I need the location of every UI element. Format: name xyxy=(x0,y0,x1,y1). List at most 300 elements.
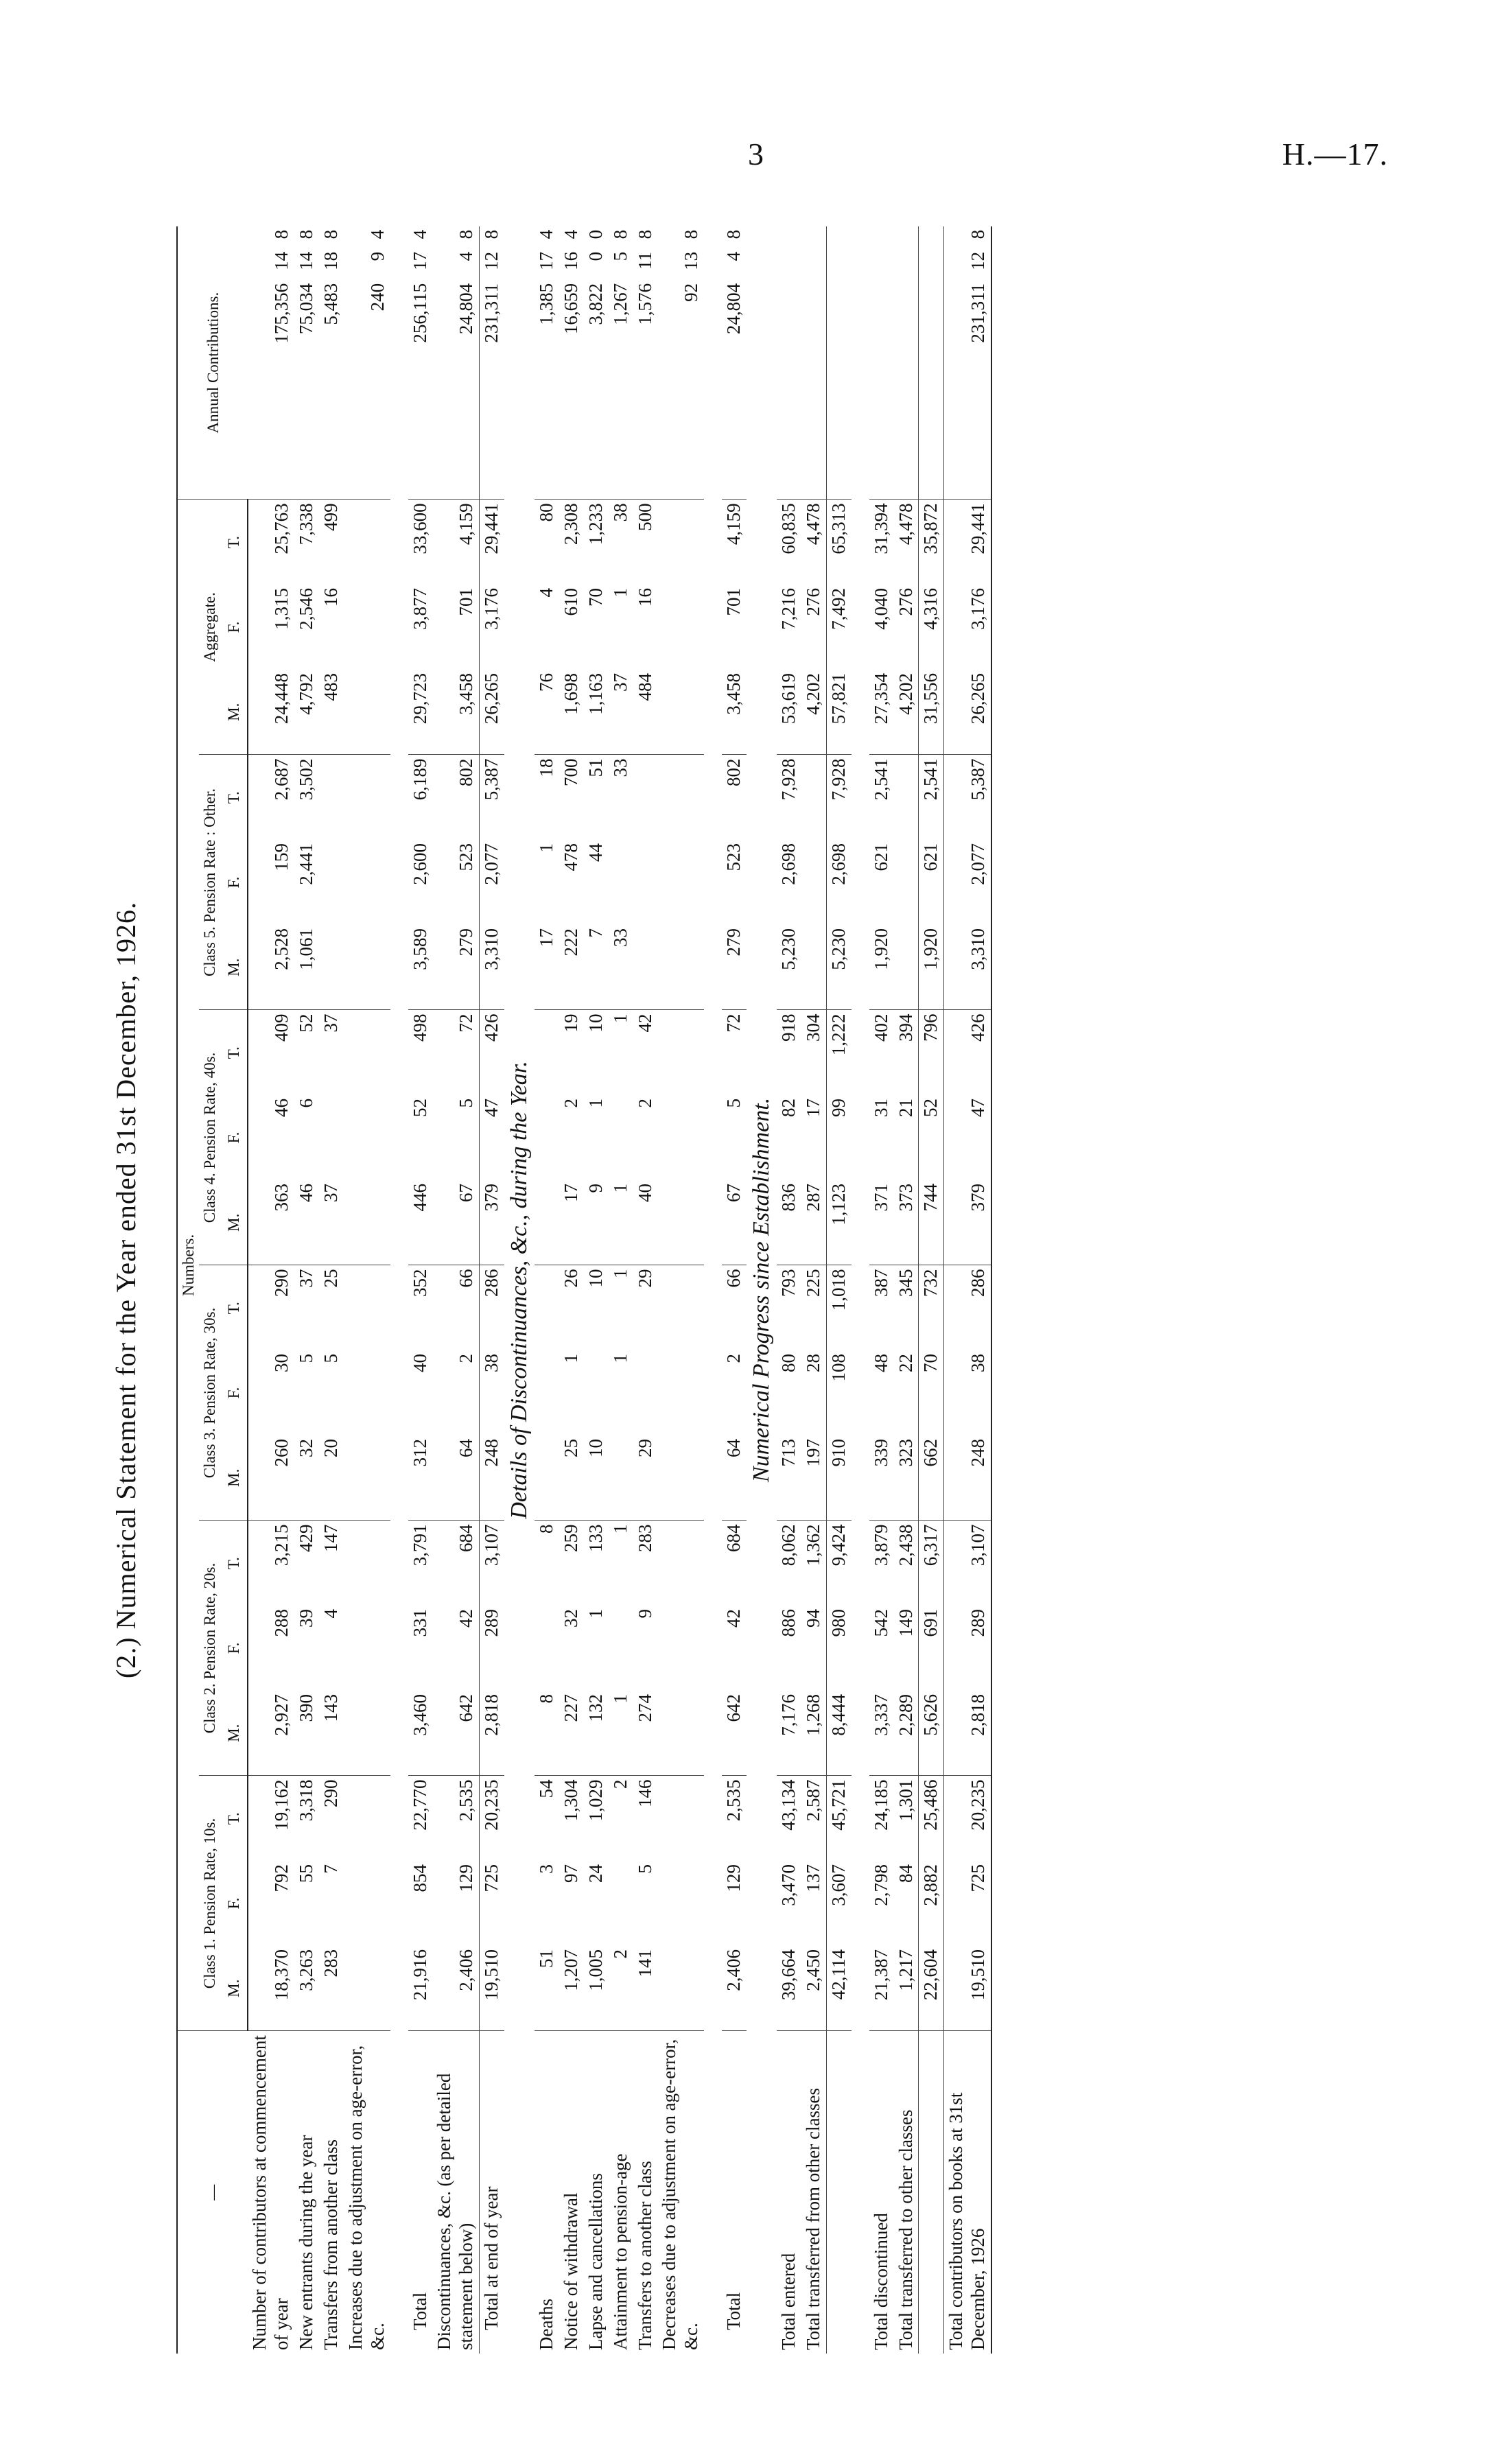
table-cell: 52 xyxy=(296,1013,317,1033)
table-cell: 25,763 xyxy=(271,503,292,554)
table-cell xyxy=(344,1606,390,1691)
table-cell: 339 xyxy=(869,1435,894,1521)
table-row xyxy=(432,226,479,2354)
contribution-pounds: 24,804 xyxy=(723,283,744,335)
table-cell: 260 xyxy=(248,1435,294,1521)
table-cell: 1 xyxy=(609,1524,631,1534)
table-cell: 39 xyxy=(296,1609,317,1628)
contribution-pence: 4 xyxy=(366,229,388,239)
table-cell: 286 xyxy=(480,1265,504,1350)
table-cell: 3,318 xyxy=(296,1779,317,1822)
table-cell: 500 xyxy=(634,503,655,531)
table-cell: 18 xyxy=(536,758,557,777)
row-label: Total xyxy=(723,2292,744,2330)
contribution-shillings: 4 xyxy=(456,251,477,261)
table-cell: 2,406 xyxy=(432,1946,479,2031)
contribution-cell xyxy=(344,226,390,500)
class-header: Class 4. Pension Rate, 40s. xyxy=(199,1010,220,1265)
sex-header: M. xyxy=(220,925,248,1010)
table-cell: 700 xyxy=(560,758,581,786)
table-cell xyxy=(633,840,658,925)
table-cell: 1 xyxy=(609,1354,631,1363)
table-cell: 387 xyxy=(870,1269,891,1297)
sex-header: F. xyxy=(220,1606,248,1691)
table-cell: 76 xyxy=(535,670,559,755)
contribution-shillings: 18 xyxy=(320,251,341,270)
numerical-statement-table xyxy=(176,226,992,2354)
row-label xyxy=(919,2031,944,2354)
table-cell: 2,798 xyxy=(870,1864,891,1906)
table-cell xyxy=(344,1010,390,1095)
sex-header: T. xyxy=(220,1010,248,1095)
table-cell: 498 xyxy=(409,1013,430,1042)
table-cell: 16 xyxy=(320,588,341,607)
contribution-cell xyxy=(408,226,433,500)
contribution-pence: 8 xyxy=(967,229,989,239)
table-cell: 64 xyxy=(432,1435,479,1521)
table-cell xyxy=(609,1861,633,1946)
table-cell: 248 xyxy=(944,1435,991,1521)
table-cell: 222 xyxy=(559,925,584,1010)
table-cell xyxy=(535,1606,559,1691)
table-row xyxy=(869,226,894,2354)
table-cell: 7,928 xyxy=(826,755,851,840)
table-cell: 32 xyxy=(294,1435,319,1521)
table-cell: 542 xyxy=(870,1609,891,1637)
table-cell xyxy=(657,670,704,755)
contribution-pence: 8 xyxy=(320,229,341,239)
contribution-pounds: 175,356 xyxy=(271,283,292,344)
contribution-shillings: 12 xyxy=(967,251,989,270)
table-cell: 2,450 xyxy=(801,1946,826,2031)
contribution-pounds: 256,115 xyxy=(409,283,430,343)
contribution-pounds: 92 xyxy=(681,283,702,302)
table-cell: 610 xyxy=(560,588,581,616)
spacer-cell xyxy=(704,226,722,2354)
table-cell: 802 xyxy=(723,758,744,786)
table-cell: 21 xyxy=(895,1099,916,1117)
sex-header: T. xyxy=(220,1776,248,1861)
table-cell: 7,338 xyxy=(296,503,317,545)
table-row xyxy=(919,226,944,2354)
table-cell: 446 xyxy=(408,1180,433,1265)
table-cell: 65,313 xyxy=(826,500,851,585)
table-cell xyxy=(535,1180,559,1265)
spacer-cell xyxy=(390,226,408,2354)
table-cell: 146 xyxy=(634,1779,655,1807)
contribution-shillings: 17 xyxy=(536,251,557,270)
table-cell: 642 xyxy=(432,1691,479,1776)
contribution-cell xyxy=(633,226,658,500)
table-cell: 9 xyxy=(584,1180,609,1265)
table-cell: 1,018 xyxy=(826,1265,851,1350)
row-label: Attainment to pension-age xyxy=(609,2153,631,2350)
contribution-pounds: 1,576 xyxy=(634,283,655,325)
contribution-shillings: 11 xyxy=(634,251,655,270)
table-cell: 3,310 xyxy=(480,925,504,1010)
table-cell: 287 xyxy=(801,1180,826,1265)
table-cell: 363 xyxy=(248,1180,294,1265)
table-cell xyxy=(657,1776,704,1861)
table-cell: 133 xyxy=(585,1524,606,1552)
table-cell xyxy=(657,1691,704,1776)
table-cell: 483 xyxy=(319,670,344,755)
table-cell: 4,478 xyxy=(895,503,916,545)
table-cell xyxy=(535,1435,559,1521)
table-cell: 32 xyxy=(560,1609,581,1628)
table-cell: 143 xyxy=(319,1691,344,1776)
page-number: 3 xyxy=(748,137,764,172)
table-cell: 259 xyxy=(560,1524,581,1552)
table-cell: 3,877 xyxy=(409,588,430,630)
table-cell: 17 xyxy=(802,1099,823,1117)
table-cell xyxy=(657,1435,704,1521)
table-cell: 331 xyxy=(409,1609,430,1637)
contribution-pounds: 3,822 xyxy=(585,283,606,325)
table-cell: 1,207 xyxy=(559,1946,584,2031)
table-cell: 684 xyxy=(723,1524,744,1552)
table-cell: 3,460 xyxy=(408,1691,433,1776)
table-cell: 4,202 xyxy=(894,670,919,755)
table-cell xyxy=(657,1946,704,2031)
numbers-header: Numbers. xyxy=(177,500,199,2031)
table-cell xyxy=(657,1010,704,1095)
table-cell: 1,029 xyxy=(585,1779,606,1822)
table-row xyxy=(777,226,801,2354)
contribution-cell xyxy=(584,226,609,500)
table-row xyxy=(801,226,826,2354)
table-cell: 37 xyxy=(609,670,633,755)
table-cell: 99 xyxy=(826,1095,851,1180)
table-cell: 2,289 xyxy=(894,1691,919,1776)
table-row xyxy=(609,226,633,2354)
table-cell: 147 xyxy=(320,1524,341,1552)
table-cell: 725 xyxy=(944,1861,991,1946)
sex-header: M. xyxy=(220,1435,248,1521)
sex-header: F. xyxy=(220,840,248,925)
table-cell: 67 xyxy=(722,1180,747,1265)
table-cell: 141 xyxy=(633,1946,658,2031)
row-label: Increases due to adjustment on age-error, &c. xyxy=(344,2045,388,2350)
table-cell: 621 xyxy=(919,840,944,925)
table-cell: 108 xyxy=(826,1350,851,1435)
stub-header: — xyxy=(177,2031,248,2354)
contribution-cell xyxy=(722,226,747,500)
table-cell: 1 xyxy=(609,588,631,598)
table-row xyxy=(408,226,433,2354)
table-cell: 39,664 xyxy=(777,1946,801,2031)
table-cell: 701 xyxy=(723,588,744,616)
table-cell xyxy=(344,1435,390,1521)
contribution-pence: 4 xyxy=(536,229,557,239)
table-cell xyxy=(801,925,826,1010)
table-cell: 2,927 xyxy=(248,1691,294,1776)
table-cell: 274 xyxy=(633,1691,658,1776)
table-cell: 8 xyxy=(536,1524,557,1534)
table-cell: 55 xyxy=(296,1864,317,1883)
table-cell: 5,387 xyxy=(480,755,504,840)
contribution-cell xyxy=(919,226,944,500)
table-cell: 42 xyxy=(456,1609,477,1628)
table-cell xyxy=(657,1180,704,1265)
class-header: Class 1. Pension Rate, 10s. xyxy=(199,1776,220,2031)
table-cell: 499 xyxy=(320,503,341,531)
contribution-shillings: 12 xyxy=(481,251,502,270)
table-cell: 2 xyxy=(634,1099,655,1108)
table-row xyxy=(894,226,919,2354)
class-header: Class 2. Pension Rate, 20s. xyxy=(199,1521,220,1776)
table-cell: 3,176 xyxy=(480,585,504,670)
row-label xyxy=(826,2031,851,2354)
contribution-cell xyxy=(869,226,894,500)
row-label: Discontinuances, &c. (as per detailed statement below) xyxy=(434,2073,477,2350)
table-cell: 6,189 xyxy=(409,758,430,801)
table-cell: 323 xyxy=(894,1435,919,1521)
row-label: Transfers to another class xyxy=(634,2161,655,2350)
table-cell: 31 xyxy=(870,1099,891,1117)
table-cell xyxy=(344,500,390,585)
table-cell: 2 xyxy=(609,1946,633,2031)
table-cell: 72 xyxy=(723,1013,744,1033)
table-cell: 47 xyxy=(480,1095,504,1180)
table-cell: 2,818 xyxy=(944,1691,991,1776)
contribution-shillings: 0 xyxy=(585,251,606,261)
table-cell: 46 xyxy=(294,1180,319,1265)
table-cell: 40 xyxy=(633,1180,658,1265)
table-cell: 4 xyxy=(320,1609,341,1619)
table-cell xyxy=(344,1776,390,1861)
table-cell: 886 xyxy=(778,1609,799,1637)
table-cell xyxy=(344,1265,390,1350)
table-cell: 21,387 xyxy=(869,1946,894,2031)
table-cell: 60,835 xyxy=(778,503,799,554)
table-cell: 97 xyxy=(560,1864,581,1883)
table-cell: 72 xyxy=(456,1013,477,1033)
row-label: Total contributors on books at 31st December, 1926 xyxy=(944,2031,991,2354)
table-cell: 45,721 xyxy=(826,1776,851,1861)
table-cell: 22,604 xyxy=(919,1946,944,2031)
contribution-shillings: 17 xyxy=(409,251,430,270)
table-cell: 82 xyxy=(778,1099,799,1117)
table-cell xyxy=(894,840,919,925)
table-cell xyxy=(344,1861,390,1946)
table-cell: 19,510 xyxy=(944,1946,991,2031)
class-header: Class 5. Pension Rate : Other. xyxy=(199,755,220,1010)
table-row xyxy=(944,226,991,2354)
table-cell: 1,315 xyxy=(271,588,292,630)
table-cell: 42 xyxy=(723,1609,744,1628)
table-cell: 5,230 xyxy=(826,925,851,1010)
spacer-row xyxy=(704,226,722,2354)
table-cell: 1,123 xyxy=(826,1180,851,1265)
contribution-pence: 8 xyxy=(681,229,702,239)
table-cell: 4,478 xyxy=(802,503,823,545)
table-cell: 3,107 xyxy=(944,1521,991,1606)
table-cell: 17 xyxy=(535,925,559,1010)
section-heading: Details of Discontinuances, &c., during the Year. xyxy=(506,1061,532,1519)
table-cell: 289 xyxy=(944,1606,991,1691)
table-cell: 10 xyxy=(584,1435,609,1521)
table-cell: 279 xyxy=(432,925,479,1010)
table-cell: 2,687 xyxy=(271,758,292,801)
table-cell xyxy=(657,1350,704,1435)
table-cell xyxy=(657,755,704,840)
table-cell: 1,920 xyxy=(869,925,894,1010)
table-cell: 5 xyxy=(456,1099,477,1108)
row-label: Deaths xyxy=(536,2299,557,2350)
table-cell: 3,337 xyxy=(869,1691,894,1776)
table-cell: 19,510 xyxy=(480,1946,504,2031)
table-cell xyxy=(319,1095,344,1180)
table-cell: 409 xyxy=(271,1013,292,1042)
sex-header: T. xyxy=(220,1521,248,1606)
table-cell: 426 xyxy=(944,1010,991,1095)
table-cell xyxy=(657,1095,704,1180)
sex-header: M. xyxy=(220,670,248,755)
table-cell: 1 xyxy=(609,1013,631,1023)
table-cell: 248 xyxy=(480,1435,504,1521)
table-cell xyxy=(344,1946,390,2031)
table-cell: 1,217 xyxy=(894,1946,919,2031)
table-cell: 3,263 xyxy=(294,1946,319,2031)
table-cell: 283 xyxy=(634,1524,655,1552)
table-cell xyxy=(609,1435,633,1521)
table-cell: 8,062 xyxy=(778,1524,799,1567)
table-cell: 7,216 xyxy=(778,588,799,630)
table-cell: 53,619 xyxy=(777,670,801,755)
table-cell: 42 xyxy=(634,1013,655,1033)
table-cell: 312 xyxy=(408,1435,433,1521)
table-cell: 25,486 xyxy=(919,1776,944,1861)
table-cell: 792 xyxy=(271,1864,292,1892)
table-cell: 429 xyxy=(296,1524,317,1552)
contribution-pounds: 75,034 xyxy=(296,283,317,335)
table-cell: 1,005 xyxy=(584,1946,609,2031)
table-cell: 1,920 xyxy=(919,925,944,1010)
table-cell: 4,202 xyxy=(801,670,826,755)
table-cell: 25 xyxy=(320,1269,341,1288)
table-cell: 48 xyxy=(870,1354,891,1372)
table-cell: 802 xyxy=(456,758,477,786)
table-cell: 2,528 xyxy=(248,925,294,1010)
table-cell: 7 xyxy=(584,925,609,1010)
table-cell: 2,587 xyxy=(802,1779,823,1822)
table-cell: 31,394 xyxy=(870,503,891,554)
table-cell: 2,600 xyxy=(409,843,430,885)
table-cell: 910 xyxy=(826,1435,851,1521)
table-cell xyxy=(657,1521,704,1606)
table-cell: 4 xyxy=(536,588,557,598)
contribution-cell xyxy=(319,226,344,500)
table-cell: 1,163 xyxy=(584,670,609,755)
table-cell xyxy=(344,585,390,670)
table-cell xyxy=(584,1350,609,1435)
table-cell: 84 xyxy=(895,1864,916,1883)
table-cell: 19,162 xyxy=(271,1779,292,1831)
table-cell: 373 xyxy=(894,1180,919,1265)
table-cell: 2,441 xyxy=(296,843,317,885)
table-cell: 793 xyxy=(778,1269,799,1297)
table-cell: 27,354 xyxy=(869,670,894,755)
table-cell: 67 xyxy=(432,1180,479,1265)
contribution-pence: 0 xyxy=(585,229,606,239)
rotated-table-wrapper xyxy=(110,226,1365,2354)
table-cell: 4,159 xyxy=(456,503,477,545)
table-cell: 402 xyxy=(870,1013,891,1042)
table-cell: 836 xyxy=(777,1180,801,1265)
table-cell: 52 xyxy=(409,1099,430,1117)
table-cell: 8 xyxy=(535,1691,559,1776)
table-cell xyxy=(535,1095,559,1180)
table-cell: 28 xyxy=(802,1354,823,1372)
table-cell: 24,185 xyxy=(870,1779,891,1831)
table-cell: 5 xyxy=(634,1864,655,1874)
row-label: Transfers from another class xyxy=(320,2139,341,2350)
table-cell: 51 xyxy=(585,758,606,777)
table-cell: 6,317 xyxy=(919,1521,944,1606)
table-cell: 379 xyxy=(480,1180,504,1265)
contribution-pence: 8 xyxy=(481,229,502,239)
table-cell: 1,304 xyxy=(560,1779,581,1822)
table-cell: 3,458 xyxy=(722,670,747,755)
table-cell: 43,134 xyxy=(778,1779,799,1831)
table-cell: 732 xyxy=(919,1265,944,1350)
table-cell xyxy=(609,1095,633,1180)
table-cell: 7,176 xyxy=(777,1691,801,1776)
table-cell: 1,362 xyxy=(802,1524,823,1567)
contribution-pounds: 240 xyxy=(366,283,388,312)
table-cell xyxy=(633,1350,658,1435)
contribution-shillings: 5 xyxy=(609,251,631,261)
table-cell: 980 xyxy=(826,1606,851,1691)
table-cell: 345 xyxy=(895,1269,916,1297)
contribution-cell xyxy=(609,226,633,500)
table-cell: 25 xyxy=(559,1435,584,1521)
table-cell: 31,556 xyxy=(919,670,944,755)
table-cell: 394 xyxy=(895,1013,916,1042)
table-cell: 3,215 xyxy=(271,1524,292,1567)
table-row xyxy=(584,226,609,2354)
table-cell: 227 xyxy=(559,1691,584,1776)
contribution-pence: 8 xyxy=(609,229,631,239)
table-cell xyxy=(633,755,658,840)
table-cell: 2,541 xyxy=(870,758,891,801)
contribution-pence: 4 xyxy=(560,229,581,239)
table-cell: 1 xyxy=(585,1099,606,1108)
table-cell: 2 xyxy=(723,1354,744,1363)
table-row xyxy=(248,226,294,2354)
table-cell: 129 xyxy=(456,1864,477,1892)
table-cell: 2,535 xyxy=(723,1779,744,1822)
table-cell: 3,589 xyxy=(408,925,433,1010)
contribution-cell xyxy=(826,226,851,500)
table-cell xyxy=(657,1606,704,1691)
table-cell: 22,770 xyxy=(409,1779,430,1831)
table-cell: 21,916 xyxy=(408,1946,433,2031)
table-cell: 1 xyxy=(585,1609,606,1619)
sex-header: T. xyxy=(220,755,248,840)
table-cell: 29 xyxy=(633,1435,658,1521)
table-cell: 2,882 xyxy=(919,1861,944,1946)
table-cell xyxy=(319,840,344,925)
table-cell: 94 xyxy=(802,1609,823,1628)
contribution-pence: 8 xyxy=(456,229,477,239)
table-cell: 2 xyxy=(560,1099,581,1108)
table-cell: 796 xyxy=(919,1010,944,1095)
table-cell: 276 xyxy=(802,588,823,616)
table-cell: 19 xyxy=(560,1013,581,1033)
contribution-cell xyxy=(894,226,919,500)
